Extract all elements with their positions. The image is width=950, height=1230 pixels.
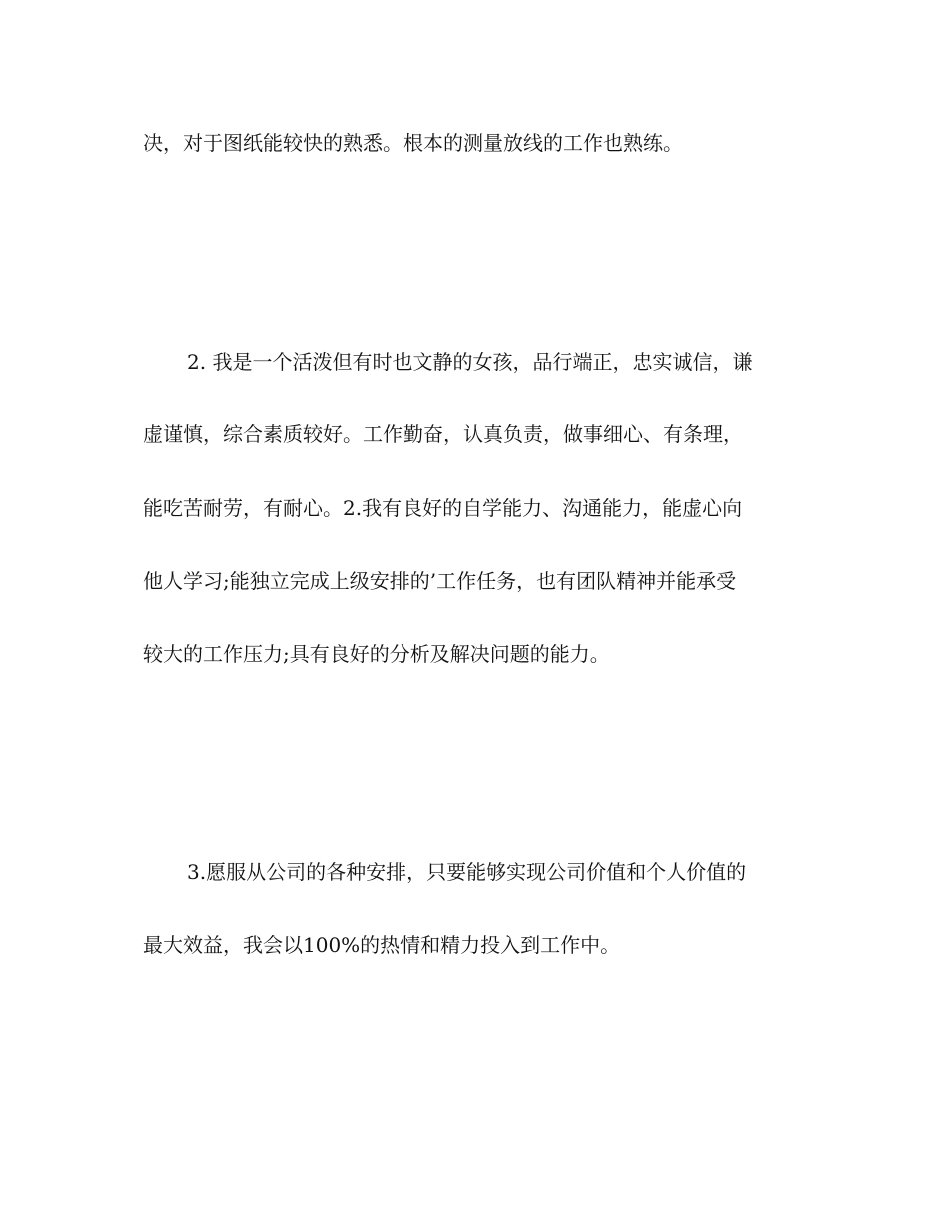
paragraph-2-line-5: 较大的工作压力;具有良好的分析及解决问题的能力。 [143,642,610,666]
paragraph-3-line-1: 3.愿服从公司的各种安排，只要能够实现公司价值和个人价值的 [187,860,747,884]
paragraph-2-line-4: 他人学习;能独立完成上级安排的’工作任务，也有团队精神并能承受 [143,569,737,593]
paragraph-2-line-2: 虚谨慎，综合素质较好。工作勤奋，认真负责，做事细心、有条理， [143,422,743,446]
paragraph-1-line-1: 决，对于图纸能较快的熟悉。根本的测量放线的工作也熟练。 [143,131,683,155]
paragraph-2-line-3: 能吃苦耐劳，有耐心。2.我有良好的自学能力、沟通能力，能虚心向 [143,496,743,520]
paragraph-3-line-2: 最大效益，我会以100%的热情和精力投入到工作中。 [143,933,621,957]
paragraph-2-line-1: 2. 我是一个活泼但有时也文静的女孩，品行端正，忠实诚信，谦 [187,350,753,374]
